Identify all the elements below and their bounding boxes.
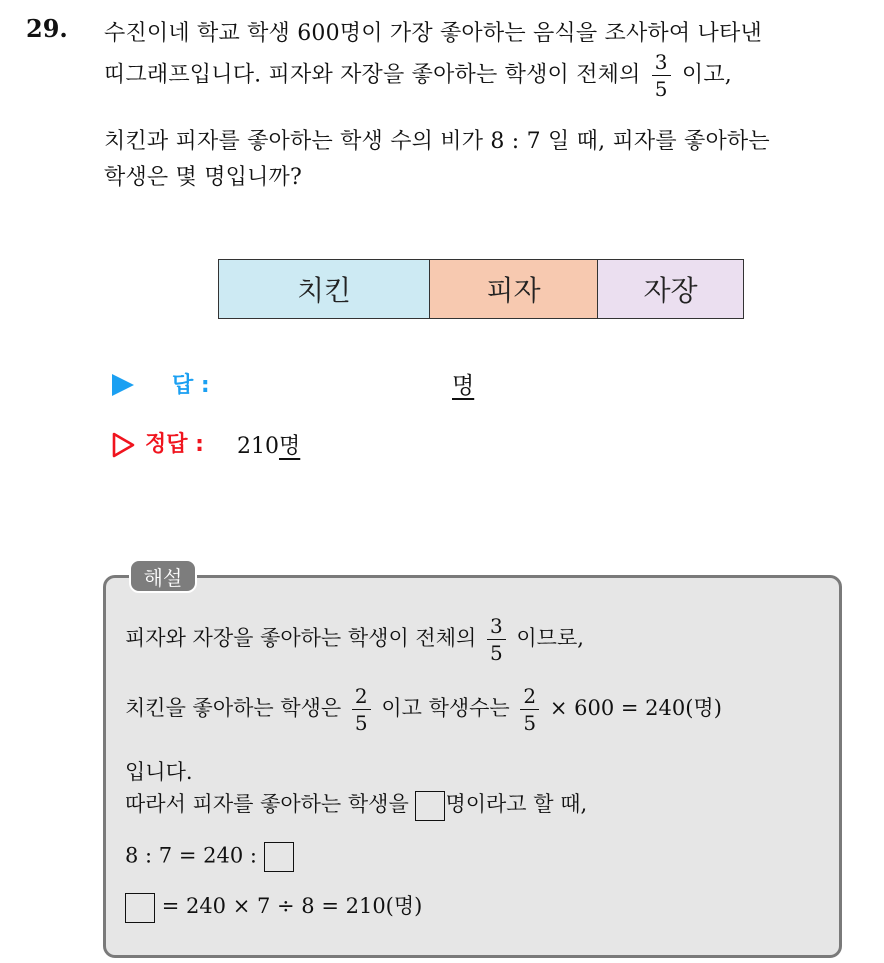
fraction-denominator: 5: [523, 711, 537, 735]
explanation-line-4-text: 따라서 피자를 좋아하는 학생을: [125, 792, 409, 816]
correct-label: 정답 :: [145, 432, 204, 457]
explanation-line-4: [125, 788, 587, 821]
band-graph: [218, 259, 744, 319]
explanation-line-2-text: 치킨을 좋아하는 학생은: [125, 696, 342, 720]
answer-label: 답 :: [172, 373, 210, 398]
band-label-jajang: 자장: [643, 274, 698, 307]
explanation-fraction-2: [352, 686, 371, 733]
question-line-1: 수진이네 학교 학생 600명이 가장 좋아하는 음식을 조사하여 나타낸: [104, 21, 762, 46]
correct-number: 210: [237, 434, 279, 459]
explanation-fraction-1: [487, 616, 506, 663]
explanation-line-3: 입니다.: [125, 760, 193, 784]
answer-arrow-icon: [112, 374, 134, 396]
fraction-denominator: 5: [654, 77, 668, 101]
band-segment-chicken: [219, 260, 429, 318]
correct-arrow-icon: [112, 432, 136, 462]
correct-unit: 명: [279, 434, 301, 459]
fraction-numerator: 2: [520, 686, 539, 710]
band-label-pizza: 피자: [486, 274, 541, 307]
explanation-line-2: [125, 686, 722, 733]
answer-unit: 명: [452, 373, 475, 399]
explanation-line-1: [125, 616, 584, 663]
explanation-ratio-text: 8 : 7 = 240 :: [125, 843, 257, 868]
fraction-numerator: 3: [487, 616, 506, 640]
explanation-line-2-tail: × 600 = 240(명): [549, 696, 722, 720]
correct-value: [237, 429, 300, 460]
explanation-line-4-tail: 명이라고 할 때,: [445, 792, 588, 816]
blank-box: [125, 893, 155, 923]
explanation-line-6: [125, 890, 422, 923]
explanation-tab: 해설: [129, 559, 197, 593]
question-number: 29.: [26, 14, 68, 43]
band-segment-pizza: [429, 260, 597, 318]
question-line-4: 학생은 몇 명입니까?: [104, 165, 302, 190]
explanation-fraction-3: [520, 686, 539, 733]
explanation-line-1-tail: 이므로,: [516, 626, 584, 650]
explanation-line-1-text: 피자와 자장을 좋아하는 학생이 전체의: [125, 626, 477, 650]
fraction-denominator: 5: [489, 641, 503, 665]
question-line-2-text: 띠그래프입니다. 피자와 자장을 좋아하는 학생이 전체의: [104, 62, 641, 88]
blank-box: [415, 791, 445, 821]
blank-box: [264, 842, 294, 872]
explanation-line-5: [125, 842, 294, 872]
explanation-line-2-mid: 이고 학생수는: [381, 696, 510, 720]
question-line-3: 치킨과 피자를 좋아하는 학생 수의 비가 8 : 7 일 때, 피자를 좋아하는: [104, 129, 770, 154]
question-fraction: [652, 52, 671, 99]
fraction-numerator: 2: [352, 686, 371, 710]
fraction-numerator: 3: [652, 52, 671, 76]
band-segment-jajang: [597, 260, 743, 318]
band-label-chicken: 치킨: [296, 274, 352, 307]
question-line-2: [104, 52, 732, 99]
question-line-2-tail: 이고,: [681, 62, 733, 88]
explanation-calc-text: = 240 × 7 ÷ 8 = 210(명): [161, 894, 423, 918]
fraction-denominator: 5: [354, 711, 368, 735]
